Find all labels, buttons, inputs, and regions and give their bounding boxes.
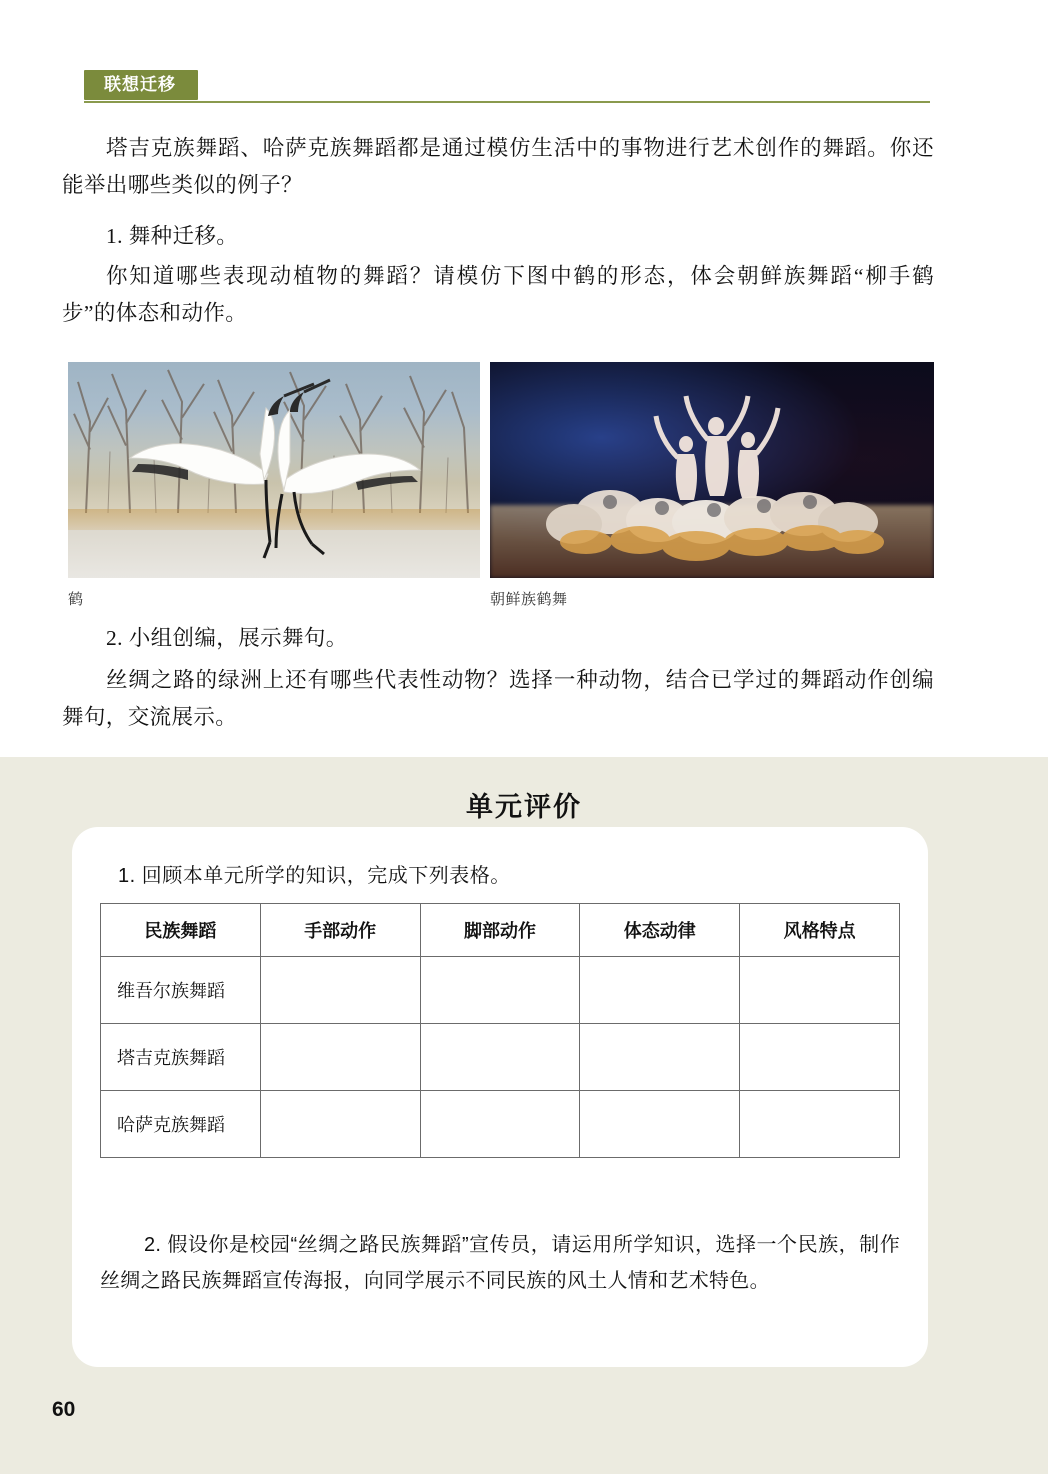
table-cell-blank[interactable] (580, 957, 740, 1024)
table-cell-blank[interactable] (260, 957, 420, 1024)
table-row-label: 塔吉克族舞蹈 (101, 1024, 261, 1091)
table-header-cell: 民族舞蹈 (101, 904, 261, 957)
evaluation-table (100, 903, 900, 1158)
table-cell-blank[interactable] (260, 1024, 420, 1091)
section-header-rule (84, 101, 930, 103)
paragraph-item-1-body: 你知道哪些表现动植物的舞蹈？请模仿下图中鹤的形态，体会朝鲜族舞蹈“柳手鹤步”的体态和动作。 (62, 264, 934, 325)
table-cell-blank[interactable] (580, 1091, 740, 1158)
table-cell-blank[interactable] (740, 957, 900, 1024)
figure-crane-photo (68, 362, 480, 578)
section-header-label: 联想迁移 (84, 70, 198, 100)
evaluation-question-1: 1. 回顾本单元所学的知识，完成下列表格。 (118, 865, 511, 887)
crane-birds-icon (68, 362, 480, 578)
paragraph-item-2-body: 丝绸之路的绿洲上还有哪些代表性动物？选择一种动物，结合已学过的舞蹈动作创编舞句，交流展示。 (62, 668, 934, 729)
table-header-row (101, 904, 900, 957)
table-header-cell: 手部动作 (260, 904, 420, 957)
table-cell-blank[interactable] (580, 1024, 740, 1091)
section-header (84, 70, 930, 104)
table-cell-blank[interactable] (420, 1024, 580, 1091)
paragraph-intro: 塔吉克族舞蹈、哈萨克族舞蹈都是通过模仿生活中的事物进行艺术创作的舞蹈。你还能举出哪些类似的例子？ (62, 136, 934, 197)
paragraph-item-1: 1. 舞种迁移。 (106, 224, 239, 248)
table-row-label: 维吾尔族舞蹈 (101, 957, 261, 1024)
table-header-cell: 脚部动作 (420, 904, 580, 957)
table-header-cell: 体态动律 (580, 904, 740, 957)
table-cell-blank[interactable] (260, 1091, 420, 1158)
paragraph-item-2: 2. 小组创编，展示舞句。 (106, 626, 348, 650)
evaluation-question-2: 2. 假设你是校园“丝绸之路民族舞蹈”宣传员，请运用所学知识，选择一个民族，制作丝绸之路民族舞蹈宣传海报，向同学展示不同民族的风土人情和艺术特色。 (100, 1234, 900, 1292)
figure-crane-caption: 鹤 (68, 591, 84, 608)
table-row-label: 哈萨克族舞蹈 (101, 1091, 261, 1158)
unit-evaluation-card (72, 827, 928, 1367)
figure-stage-photo (490, 362, 934, 578)
unit-evaluation-section (0, 757, 1048, 1474)
table-row (101, 1091, 900, 1158)
table-cell-blank[interactable] (420, 957, 580, 1024)
stage-dancers-icon (490, 362, 934, 578)
figure-stage-caption: 朝鲜族鹤舞 (490, 591, 568, 608)
table-cell-blank[interactable] (420, 1091, 580, 1158)
table-cell-blank[interactable] (740, 1091, 900, 1158)
table-cell-blank[interactable] (740, 1024, 900, 1091)
unit-evaluation-title: 单元评价 (466, 792, 582, 822)
page-number: 60 (52, 1398, 76, 1421)
table-header-cell: 风格特点 (740, 904, 900, 957)
table-row (101, 957, 900, 1024)
table-row (101, 1024, 900, 1091)
